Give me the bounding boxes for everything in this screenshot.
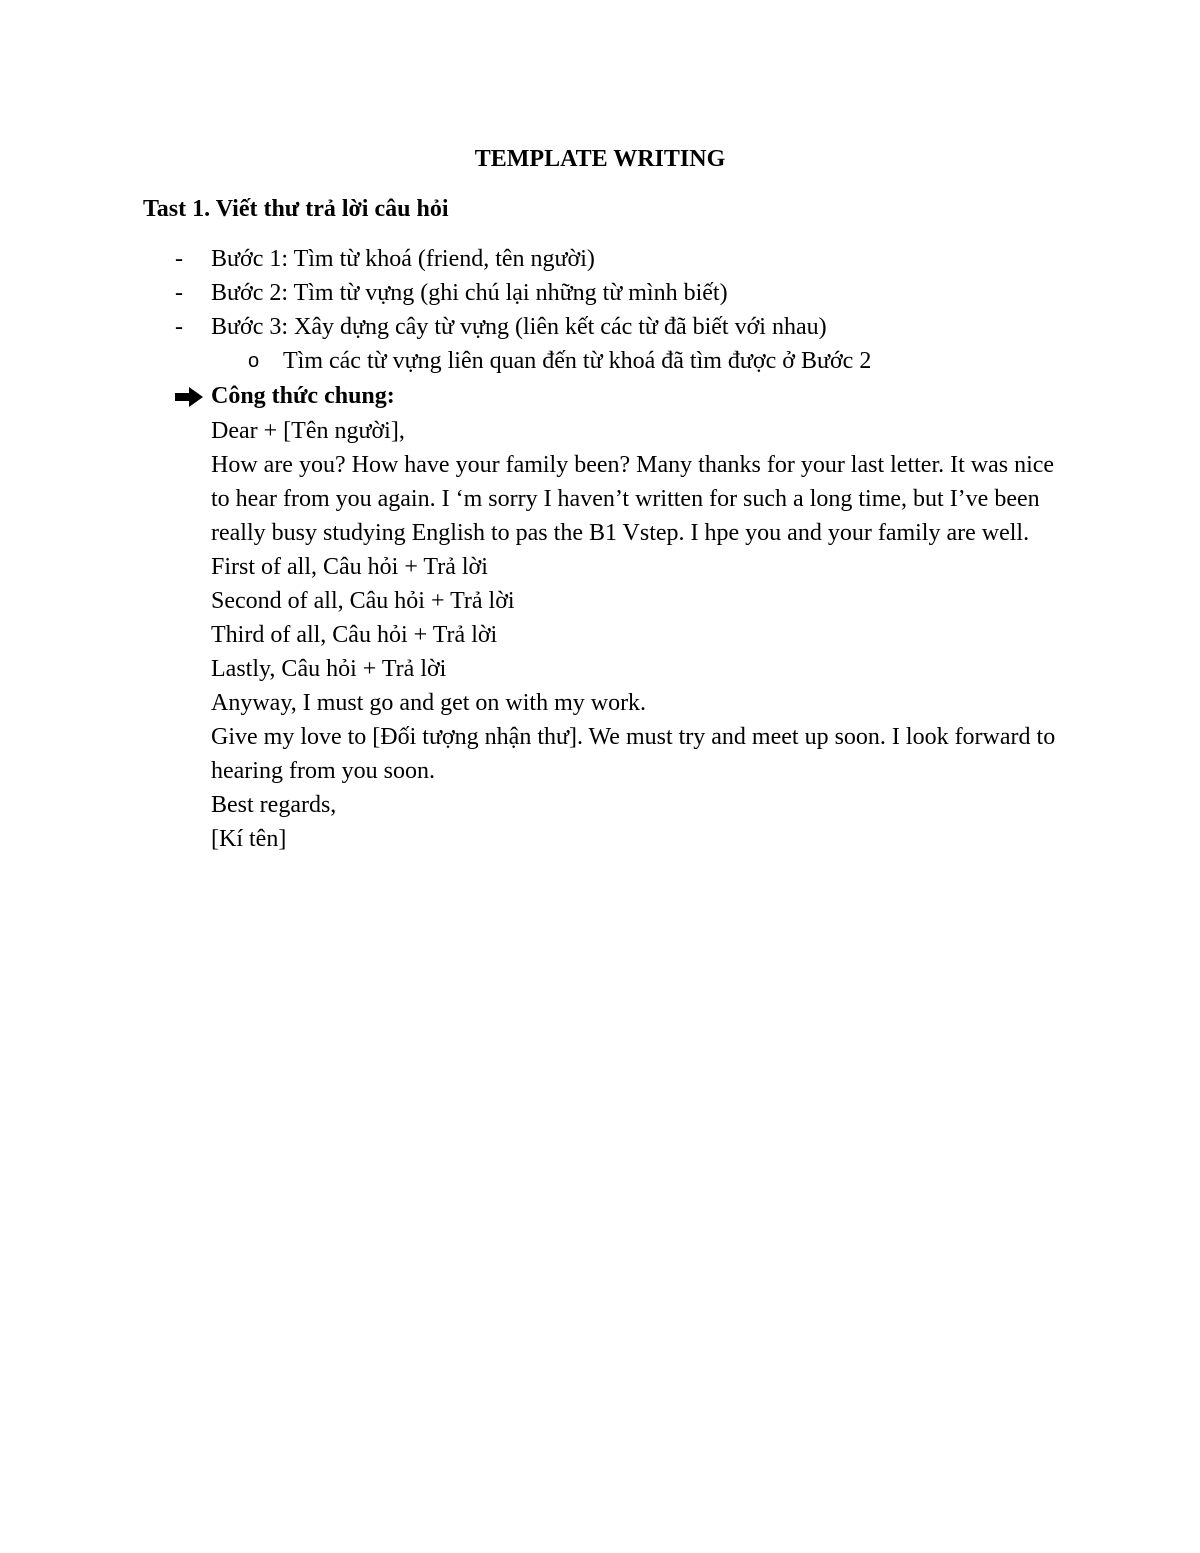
- sub-step-text: Tìm các từ vựng liên quan đến từ khoá đã tìm được ở Bước 2: [283, 348, 872, 374]
- right-arrow-icon: [174, 386, 204, 408]
- letter-anyway: Anyway, I must go and get on with my work.: [211, 690, 647, 716]
- task-heading: Tast 1. Viết thư trả lời câu hỏi: [143, 196, 449, 222]
- letter-greeting: Dear + [Tên người],: [211, 418, 405, 444]
- circle-bullet: o: [248, 350, 260, 372]
- dash-bullet: -: [175, 280, 183, 306]
- formula-heading: [0, 380, 1200, 414]
- step-text: Bước 3: Xây dựng cây từ vựng (liên kết các từ đã biết với nhau): [211, 314, 827, 340]
- step-text: Bước 2: Tìm từ vựng (ghi chú lại những từ mình biết): [211, 280, 728, 306]
- letter-last-point: Lastly, Câu hỏi + Trả lời: [211, 656, 447, 682]
- letter-third-point: Third of all, Câu hỏi + Trả lời: [211, 622, 498, 648]
- step-item: [0, 277, 1200, 311]
- letter-signature: [Kí tên]: [211, 826, 287, 852]
- document-title: TEMPLATE WRITING: [474, 146, 726, 172]
- dash-bullet: -: [175, 314, 183, 340]
- letter-opening: How are you? How have your family been? Many thanks for your last letter. It was nice to hear from you again. I ‘m sorry I haven’t written for such a long time, but I’ve been really busy studying English to pas the B1 Vstep. I hpe you and your family are well.: [211, 452, 1055, 546]
- sub-step-item: [0, 345, 1200, 379]
- step-item: [0, 311, 1200, 345]
- letter-template: [211, 414, 1071, 856]
- letter-first-point: First of all, Câu hỏi + Trả lời: [211, 554, 488, 580]
- letter-closing: Give my love to [Đối tượng nhận thư]. We must try and meet up soon. I look forward to hearing from you soon.: [211, 724, 1056, 784]
- letter-signoff: Best regards,: [211, 792, 337, 818]
- dash-bullet: -: [175, 246, 183, 272]
- step-text: Bước 1: Tìm từ khoá (friend, tên người): [211, 246, 595, 272]
- formula-label: Công thức chung:: [211, 383, 395, 409]
- step-list: [0, 243, 1200, 379]
- step-item: [0, 243, 1200, 277]
- letter-second-point: Second of all, Câu hỏi + Trả lời: [211, 588, 515, 614]
